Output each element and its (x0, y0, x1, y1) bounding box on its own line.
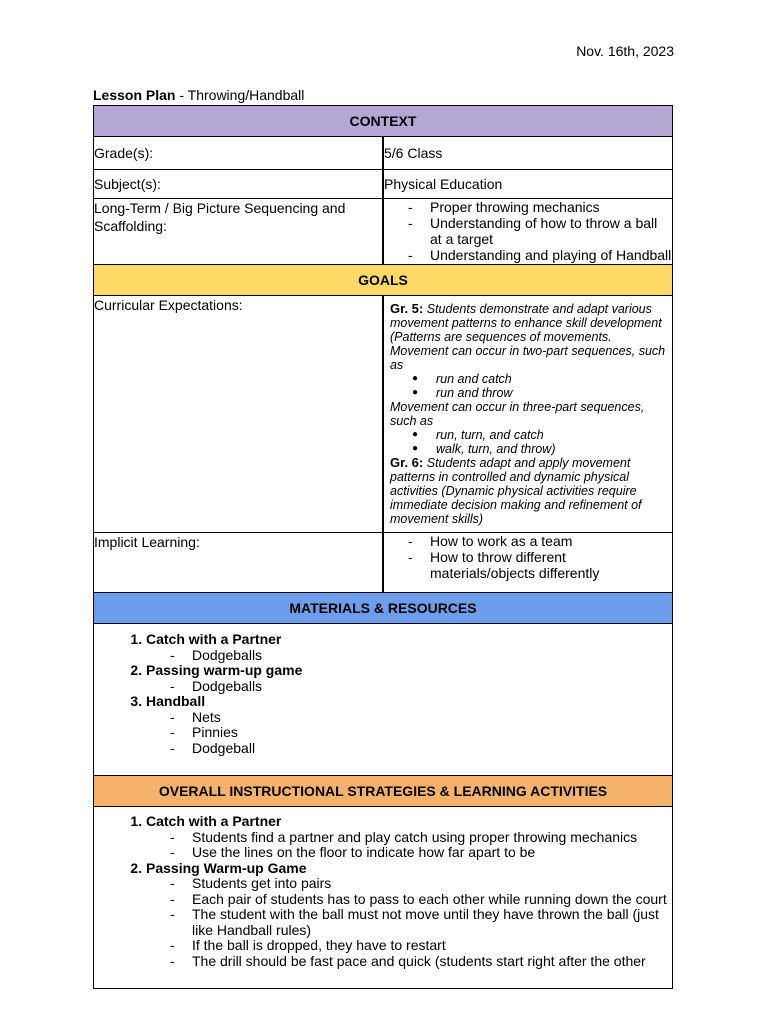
gr5-label: Gr. 5: (390, 301, 424, 316)
two-part-list (390, 372, 666, 400)
strategies-subitem: - The student with the ball must not move until they have thrown the ball (just like Handball rules) (168, 907, 672, 938)
title-bold: Lesson Plan (93, 87, 176, 103)
materials-step (146, 632, 672, 663)
grade-label: Grade(s): (94, 137, 384, 170)
title-rest: - Throwing/Handball (175, 87, 305, 103)
strategies-subitem: - Students find a partner and play catch using proper throwing mechanics (168, 830, 672, 846)
implicit-item: - How to throw different materials/objects differently (406, 549, 672, 581)
strategies-step-sublist (146, 876, 672, 969)
lesson-plan-table (93, 105, 673, 989)
three-part-list (390, 428, 666, 456)
materials-header: MATERIALS & RESOURCES (94, 593, 673, 624)
materials-subitem: - Dodgeballs (168, 679, 672, 695)
implicit-label: Implicit Learning: (94, 533, 384, 593)
two-part-item: ● run and throw (412, 386, 666, 400)
materials-subitem: - Pinnies (168, 725, 672, 741)
strategies-step (146, 861, 672, 970)
strategies-step-sublist (146, 830, 672, 861)
materials-step (146, 663, 672, 694)
materials-step-sublist (146, 710, 672, 757)
materials-step-title: Passing warm-up game (146, 662, 303, 678)
three-part-item: ● run, turn, and catch (412, 428, 666, 442)
strategies-subitem: - Each pair of students has to pass to each other while running down the court (168, 892, 672, 908)
longterm-value (383, 199, 673, 265)
gr6-label: Gr. 6: (390, 455, 424, 470)
longterm-item: - Understanding and playing of Handball (406, 247, 672, 263)
subject-label: Subject(s): (94, 170, 384, 199)
strategies-step-title: Passing Warm-up Game (146, 859, 307, 876)
strategies-subitem: - If the ball is dropped, they have to restart (168, 938, 672, 954)
strategies-subitem: - Use the lines on the floor to indicate how far apart to be (168, 845, 672, 861)
materials-subitem: - Dodgeballs (168, 648, 672, 664)
curricular-label: Curricular Expectations: (94, 296, 384, 533)
implicit-value (383, 533, 673, 593)
strategies-header: OVERALL INSTRUCTIONAL STRATEGIES & LEARNING ACTIVITIES (94, 776, 673, 807)
implicit-item: - How to work as a team (406, 533, 672, 549)
document-title (93, 87, 304, 103)
longterm-label: Long-Term / Big Picture Sequencing and Scaffolding: (94, 199, 384, 265)
longterm-item: - Proper throwing mechanics (406, 199, 672, 215)
materials-step-sublist (146, 648, 672, 664)
strategies-list (94, 814, 672, 969)
gr6-text: Students adapt and apply movement patterns in controlled and dynamic physical activities (Dynamic physical activities require immediate decision making and refinement of movement skills) (390, 456, 642, 526)
context-header: CONTEXT (94, 106, 673, 137)
three-part-intro: Movement can occur in three-part sequences, such as (390, 400, 645, 428)
three-part-item: ● walk, turn, and throw) (412, 442, 666, 456)
subject-value: Physical Education (383, 170, 673, 199)
strategies-subitem: - The drill should be fast pace and quick (students start right after the other (168, 954, 672, 970)
gr5-text: Students demonstrate and adapt various movement patterns to enhance skill development (Patterns are sequences of movements. Movement can occur in two-part sequences, such as (390, 302, 666, 372)
document-date: Nov. 16th, 2023 (576, 43, 674, 59)
strategies-body (94, 807, 673, 989)
goals-header: GOALS (94, 265, 673, 296)
strategies-step (146, 814, 672, 861)
curricular-value (383, 296, 673, 533)
materials-list (94, 632, 672, 756)
strategies-step-title: Catch with a Partner (146, 813, 282, 829)
materials-subitem: - Dodgeball (168, 741, 672, 757)
longterm-list (384, 199, 672, 263)
grade-value: 5/6 Class (383, 137, 673, 170)
materials-subitem: - Nets (168, 710, 672, 726)
two-part-item: ● run and catch (412, 372, 666, 386)
materials-step-title: Handball (146, 693, 206, 709)
materials-step (146, 694, 672, 756)
implicit-list (384, 533, 672, 581)
materials-body (94, 624, 673, 776)
materials-step-title: Catch with a Partner (146, 631, 282, 647)
strategies-subitem: - Students get into pairs (168, 876, 672, 892)
longterm-item: - Understanding of how to throw a ball at a target (406, 215, 672, 247)
materials-step-sublist (146, 679, 672, 695)
